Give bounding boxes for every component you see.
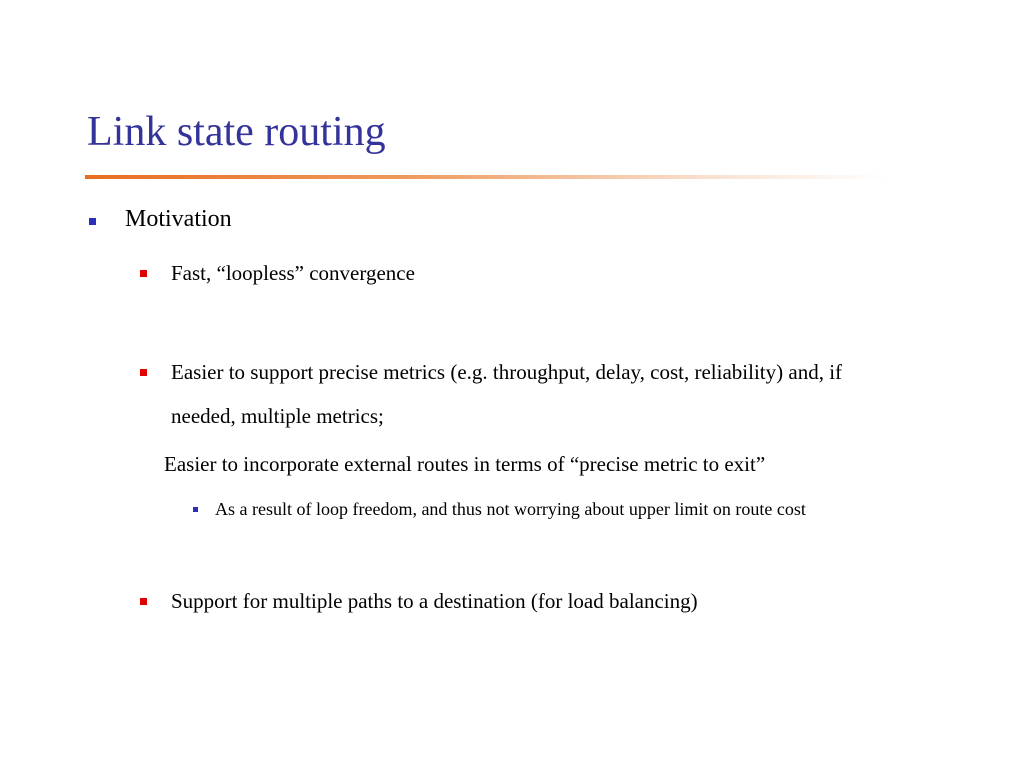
bullet-square-icon [140, 598, 147, 605]
slide-title: Link state routing [87, 109, 386, 155]
bullet-loop-freedom: As a result of loop freedom, and thus not worrying about upper limit on route cost [215, 499, 806, 519]
bullet-metrics-line1: Easier to support precise metrics (e.g. throughput, delay, cost, reliability) and, if [171, 360, 843, 384]
bullet-multipath: Support for multiple paths to a destination (for load balancing) [171, 589, 698, 613]
bullet-square-icon [140, 369, 147, 376]
title-underline [85, 175, 890, 179]
bullet-motivation: Motivation [125, 206, 232, 232]
external-routes-text: Easier to incorporate external routes in terms of “precise metric to exit” [164, 452, 766, 476]
bullet-square-icon [89, 218, 96, 225]
bullet-square-icon [193, 507, 198, 512]
bullet-metrics-line2: needed, multiple metrics; [171, 404, 384, 428]
bullet-square-icon [140, 270, 147, 277]
bullet-convergence: Fast, “loopless” convergence [171, 261, 415, 285]
